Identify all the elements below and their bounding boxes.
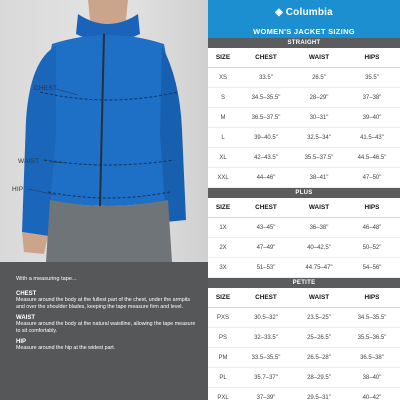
table-cell: 44–46" xyxy=(256,174,276,181)
table-cell: 44.75–47" xyxy=(305,264,333,271)
table-cell: 35.5–37.5" xyxy=(304,154,334,161)
table-header xyxy=(208,288,400,308)
table-row xyxy=(208,258,400,278)
guide-heading-hip: HIP xyxy=(16,338,27,345)
table-row xyxy=(208,218,400,238)
column-header: WAIST xyxy=(308,204,330,211)
column-header: WAIST xyxy=(308,54,330,61)
measuring-guide xyxy=(0,262,208,400)
table-cell: 36–38" xyxy=(309,224,329,231)
section-title: STRAIGHT xyxy=(208,38,400,48)
table-cell: S xyxy=(220,94,225,101)
table-cell: PXL xyxy=(217,394,229,400)
table-cell: 34.5–35.5" xyxy=(251,94,281,101)
table-cell: 41.5–43" xyxy=(360,134,384,141)
table-row xyxy=(208,168,400,188)
table-cell: 26.5–28" xyxy=(307,354,331,361)
column-header: CHEST xyxy=(255,204,277,211)
table-cell: 46–48" xyxy=(362,224,382,231)
table-cell: 25–26.5" xyxy=(307,334,331,341)
table-cell: 32.5–34" xyxy=(307,134,331,141)
size-section-straight xyxy=(208,38,400,188)
chest-label: CHEST xyxy=(34,85,58,92)
brand-name: Columbia xyxy=(285,6,333,18)
table-cell: 30.5–32" xyxy=(254,314,278,321)
model-photo xyxy=(0,0,208,262)
table-cell: 3X xyxy=(219,264,227,271)
table-row xyxy=(208,238,400,258)
section-title: PLUS xyxy=(208,188,400,198)
table-cell: 44.5–46.5" xyxy=(357,154,387,161)
guide-intro: With a measuring tape... xyxy=(16,276,77,282)
table-cell: M xyxy=(220,114,226,121)
jacket-model-illustration xyxy=(0,0,208,262)
guide-heading-waist: WAIST xyxy=(16,314,35,321)
table-cell: 28–29" xyxy=(309,94,329,101)
table-cell: PM xyxy=(218,354,228,361)
column-header: SIZE xyxy=(215,54,231,61)
brand-header xyxy=(208,0,400,24)
table-row xyxy=(208,308,400,328)
table-cell: 32–33.5" xyxy=(254,334,278,341)
table-row xyxy=(208,148,400,168)
table-cell: 54–56" xyxy=(362,264,382,271)
table-cell: XXL xyxy=(217,174,229,181)
table-cell: 38–40" xyxy=(362,374,382,381)
columbia-logo-icon: ◈ xyxy=(275,6,283,18)
table-cell: 34.5–35.5" xyxy=(357,314,387,321)
table-cell: 47–49" xyxy=(256,244,276,251)
table-cell: XS xyxy=(218,74,227,81)
table-cell: 29.5–31" xyxy=(307,394,331,400)
table-cell: PXS xyxy=(216,314,229,321)
column-header: CHEST xyxy=(255,54,277,61)
table-header xyxy=(208,48,400,68)
table-cell: XL xyxy=(219,154,227,161)
section-title: PETITE xyxy=(208,278,400,288)
table-cell: 1X xyxy=(219,224,227,231)
table-cell: 42–43.5" xyxy=(254,154,278,161)
table-row xyxy=(208,68,400,88)
table-row xyxy=(208,128,400,148)
table-cell: 38–41" xyxy=(309,174,329,181)
size-chart-panel xyxy=(208,0,400,400)
table-cell: 50–52" xyxy=(362,244,382,251)
column-header: CHEST xyxy=(255,294,277,301)
table-cell: 37–39" xyxy=(256,394,276,400)
table-row xyxy=(208,368,400,388)
table-cell: 30–31" xyxy=(309,114,329,121)
table-cell: 39–40.5" xyxy=(254,134,278,141)
table-cell: 33.5–35.5" xyxy=(251,354,281,361)
guide-text-chest: Measure around the body at the fullest part of the chest, under the armpits and over the shoulder blades, keeping the tape measure firm and level. xyxy=(16,297,191,310)
column-header: HIPS xyxy=(364,54,380,61)
table-cell: PL xyxy=(219,374,227,381)
table-cell: 36.5–38" xyxy=(360,354,384,361)
table-cell: 39–40" xyxy=(362,114,382,121)
table-row xyxy=(208,88,400,108)
table-cell: 47–50" xyxy=(362,174,382,181)
column-header: SIZE xyxy=(215,294,231,301)
table-cell: 40–42" xyxy=(362,394,382,400)
table-header xyxy=(208,198,400,218)
table-cell: 28–29.5" xyxy=(307,374,331,381)
table-cell: PS xyxy=(218,334,227,341)
table-cell: 40–42.5" xyxy=(307,244,331,251)
table-cell: 36.5–37.5" xyxy=(251,114,281,121)
table-cell: 33.5" xyxy=(259,74,273,81)
table-row xyxy=(208,328,400,348)
chart-title: WOMEN'S JACKET SIZING xyxy=(208,24,400,38)
table-cell: 2X xyxy=(219,244,227,251)
guide-text-waist: Measure around the body at the natural waistline, allowing the tape measure to sit comfortably. xyxy=(16,320,196,334)
table-cell: 23.5–25" xyxy=(307,314,331,321)
sizing-tables xyxy=(208,38,400,400)
table-cell: 35.5" xyxy=(365,74,379,81)
table-row xyxy=(208,348,400,368)
size-section-plus xyxy=(208,188,400,278)
table-cell: 43–45" xyxy=(256,224,276,231)
table-cell: 51–53" xyxy=(256,264,276,271)
table-row xyxy=(208,388,400,400)
column-header: SIZE xyxy=(215,204,231,211)
waist-label: WAIST xyxy=(18,158,40,165)
column-header: WAIST xyxy=(308,294,330,301)
table-cell: 26.5" xyxy=(312,74,326,81)
column-header: HIPS xyxy=(364,204,380,211)
table-row xyxy=(208,108,400,128)
table-cell: 35.7–37" xyxy=(254,374,278,381)
size-section-petite xyxy=(208,278,400,400)
guide-text-hip: Measure around the hip at the widest part. xyxy=(16,344,116,351)
table-cell: 35.5–36.5" xyxy=(357,334,387,341)
table-cell: L xyxy=(221,134,225,141)
column-header: HIPS xyxy=(364,294,380,301)
hip-label: HIP xyxy=(12,186,24,193)
table-cell: 37–38" xyxy=(362,94,382,101)
guide-heading-chest: CHEST xyxy=(16,291,37,297)
